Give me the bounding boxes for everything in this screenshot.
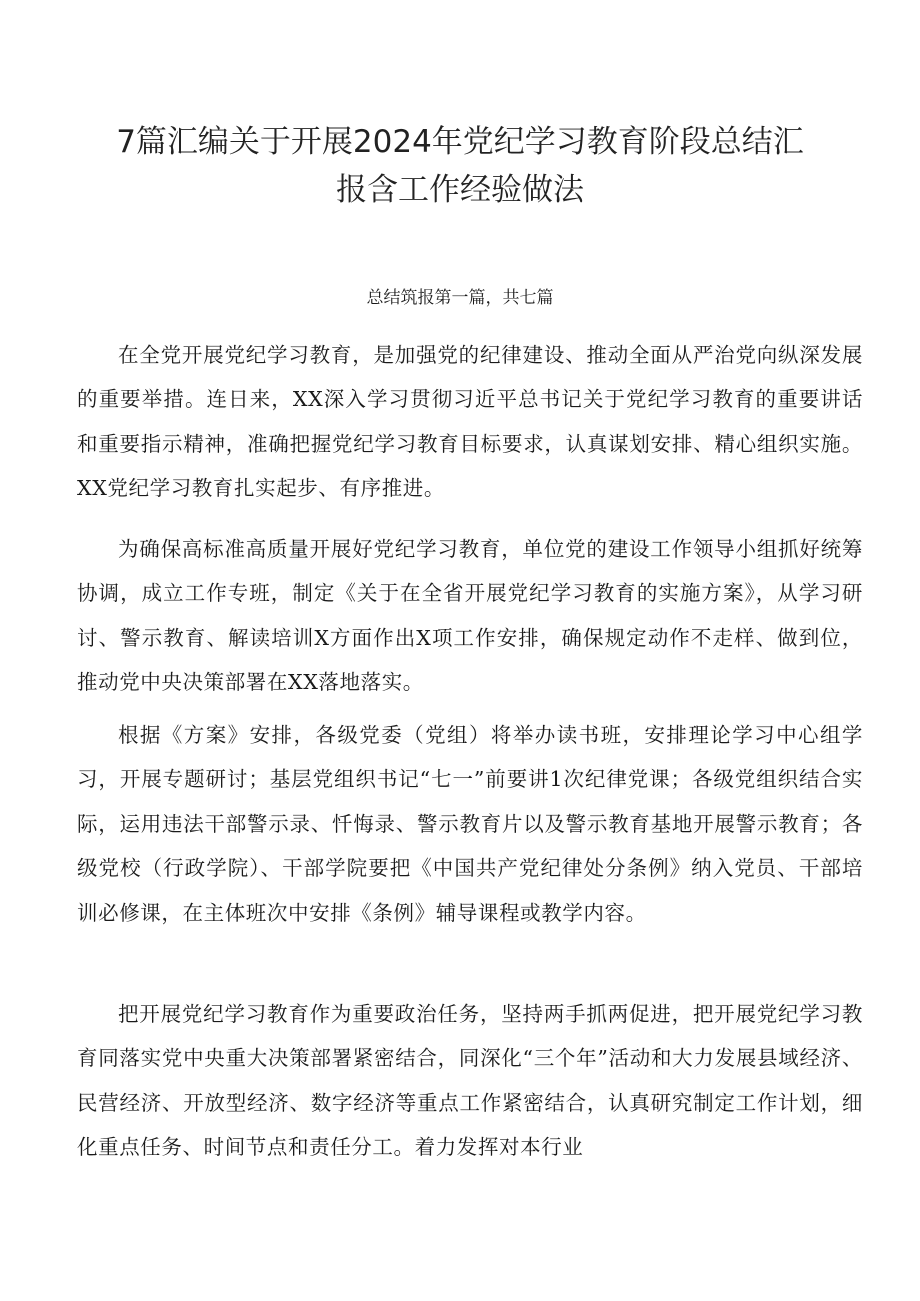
body-paragraph-3: 根据《方案》安排，各级党委（党组）将举办读书班，安排理论学习中心组学习，开展专题研讨；基层党组织书记“七一”前要讲1次纪律党课；各级党组织结合实际，运用违法干部警示录、忏悔录、警示教育片以及警示教育基地开展警示教育；各级党校（行政学院）、干部学院要把《中国共产党纪律处分条例》纳入党员、干部培训必修课，在主体班次中安排《条例》辅导课程或教学内容。 (77, 723, 863, 925)
document-title (60, 118, 860, 214)
body-paragraph-4: 把开展党纪学习教育作为重要政治任务，坚持两手抓两促进，把开展党纪学习教育同落实党中央重大决策部署紧密结合，同深化“三个年”活动和大力发展县域经济、民营经济、开放型经济、数字经济等重点工作紧密结合，认真研究制定工作计划，细化重点任务、时间节点和责任分工。着力发挥对本行业 (77, 1002, 863, 1160)
body-paragraph-1: 在全党开展党纪学习教育，是加强党的纪律建设、推动全面从严治党向纵深发展的重要举措。连日来，XX深入学习贯彻习近平总书记关于党纪学习教育的重要讲话和重要指示精神，准确把握党纪学习教育目标要求，认真谋划安排、精心组织实施。XX党纪学习教育扎实起步、有序推进。 (77, 343, 863, 501)
document-title-line-1: 7篇汇编关于开展2024年党纪学习教育阶段总结汇 (116, 124, 804, 160)
body-paragraph-2: 为确保高标准高质量开展好党纪学习教育，单位党的建设工作领导小组抓好统筹协调，成立工作专班，制定《关于在全省开展党纪学习教育的实施方案》，从学习研讨、警示教育、解读培训X方面作出X项工作安排，确保规定动作不走样、做到位，推动党中央决策部署在XX落地落实。 (77, 537, 863, 695)
document-title-line-2: 报含工作经验做法 (336, 172, 584, 208)
document-subtitle: 总结筑报第一篇，共七篇 (366, 288, 554, 308)
